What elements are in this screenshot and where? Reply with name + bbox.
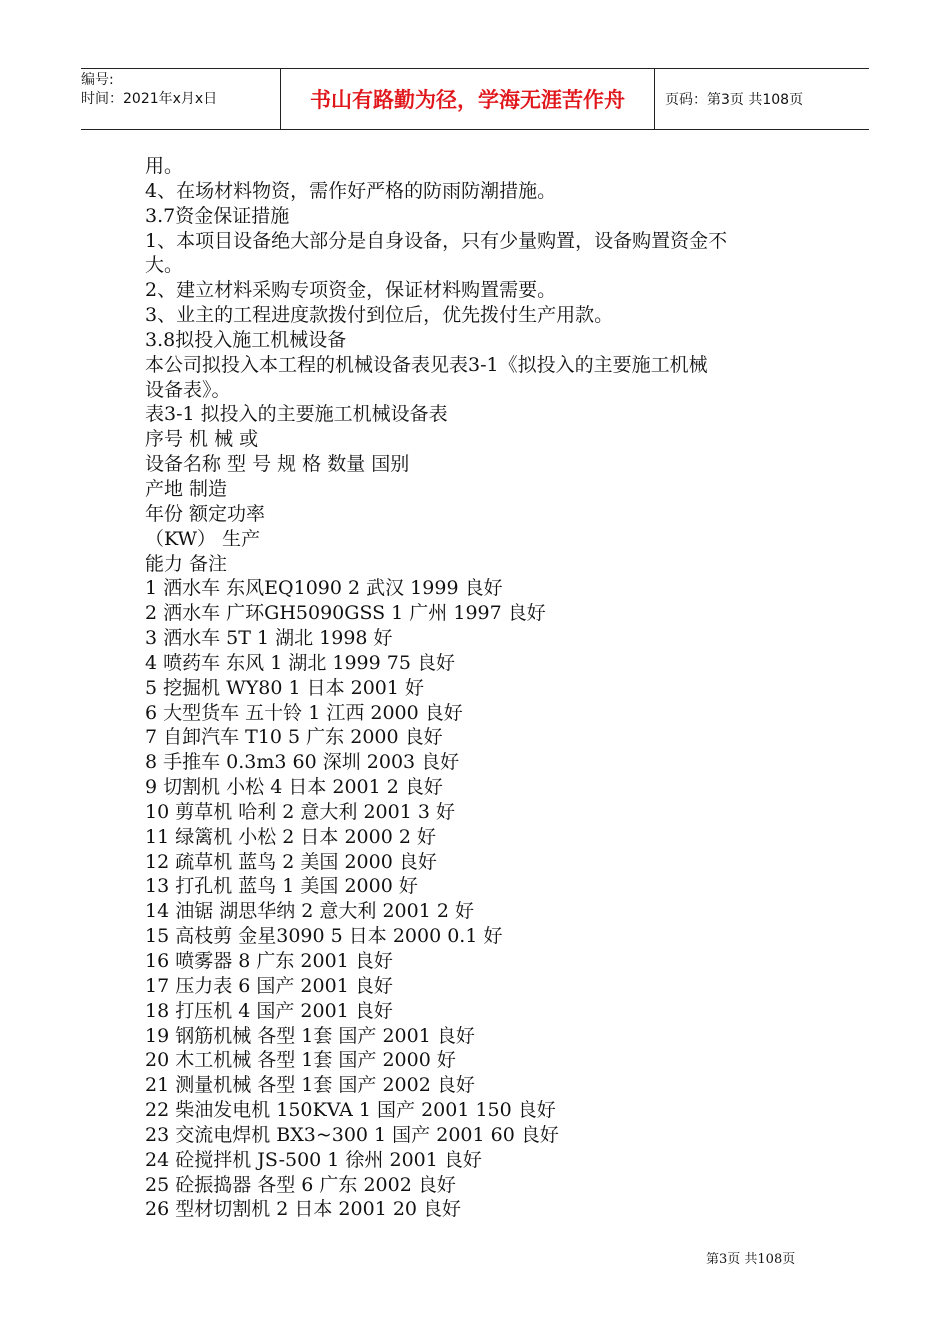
text-line: 8 手推车 0.3m3 60 深圳 2003 良好 (145, 751, 460, 774)
header-page-info: 页码：第3页 共108页 (665, 92, 804, 108)
text-line: 22 柴油发电机 150KVA 1 国产 2001 150 良好 (145, 1099, 556, 1122)
text-line: 19 钢筋机械 各型 1套 国产 2001 良好 (145, 1024, 475, 1047)
text-line: 3 洒水车 5T 1 湖北 1998 好 (145, 627, 393, 650)
text-line: 20 木工机械 各型 1套 国产 2000 好 (145, 1049, 456, 1072)
text-line: 序号 机 械 或 (145, 428, 259, 451)
text-line: 用。 (145, 155, 184, 177)
text-line: 25 砼振捣器 各型 6 广东 2002 良好 (145, 1173, 456, 1196)
text-line: 7 自卸汽车 T10 5 广东 2000 良好 (145, 726, 443, 749)
text-line: 年份 额定功率 (145, 502, 266, 525)
number-label: 编号: (81, 72, 114, 88)
text-line: 大。 (145, 254, 184, 277)
text-line: 能力 备注 (145, 552, 228, 575)
text-line: 2、建立材料采购专项资金，保证材料购置需要。 (145, 279, 557, 302)
text-line: 23 交流电焊机 BX3~300 1 国产 2001 60 良好 (145, 1123, 559, 1146)
text-line: 4、在场材料物资，需作好严格的防雨防潮措施。 (145, 179, 557, 202)
text-line: 16 喷雾器 8 广东 2001 良好 (145, 950, 393, 972)
header-motto: 书山有路勤为径，学海无涯苦作舟 (281, 69, 655, 129)
document-body (145, 154, 810, 1222)
page-footer: 第3页 共108页 (706, 1252, 796, 1267)
text-line: 9 切割机 小松 4 日本 2001 2 良好 (145, 776, 443, 799)
page-header (81, 68, 869, 130)
text-line: 21 测量机械 各型 1套 国产 2002 良好 (145, 1074, 475, 1097)
text-line: 1 洒水车 东风EQ1090 2 武汉 1999 良好 (145, 577, 503, 600)
header-meta (81, 69, 281, 129)
text-line: 14 油锯 湖思华纳 2 意大利 2001 2 好 (145, 900, 474, 923)
text-line: 1、本项目设备绝大部分是自身设备，只有少量购置，设备购置资金不 (145, 229, 728, 252)
time-label: 时间：2021年x月x日 (81, 91, 218, 107)
text-line: 18 打压机 4 国产 2001 良好 (145, 999, 393, 1022)
text-line: 26 型材切割机 2 日本 2001 20 良好 (145, 1198, 462, 1221)
text-line: 2 洒水车 广环GH5090GSS 1 广州 1997 良好 (145, 602, 546, 625)
text-line: 产地 制造 (145, 477, 228, 500)
text-line: 3、业主的工程进度款拨付到位后，优先拨付生产用款。 (145, 304, 614, 327)
text-line: 设备名称 型 号 规 格 数量 国别 (145, 453, 410, 476)
text-line: 15 高枝剪 金星3090 5 日本 2000 0.1 好 (145, 925, 503, 948)
text-line: 4 喷药车 东风 1 湖北 1999 75 良好 (145, 651, 455, 674)
text-line: 6 大型货车 五十铃 1 江西 2000 良好 (145, 701, 463, 724)
text-line: 5 挖掘机 WY80 1 日本 2001 好 (145, 676, 425, 699)
text-line: 24 砼搅拌机 JS-500 1 徐州 2001 良好 (145, 1148, 482, 1171)
text-line: 13 打孔机 蓝鸟 1 美国 2000 好 (145, 875, 418, 898)
text-line: 10 剪草机 哈利 2 意大利 2001 3 好 (145, 800, 455, 823)
text-line: 3.8拟投入施工机械设备 (145, 328, 347, 351)
text-line: 11 绿篱机 小松 2 日本 2000 2 好 (145, 825, 436, 848)
text-line: 表3-1 拟投入的主要施工机械设备表 (145, 403, 448, 426)
text-line: 3.7资金保证措施 (145, 204, 290, 227)
text-line: 17 压力表 6 国产 2001 良好 (145, 974, 393, 997)
text-line: （KW） 生产 (145, 527, 261, 550)
text-line: 本公司拟投入本工程的机械设备表见表3-1《拟投入的主要施工机械 (145, 353, 708, 376)
text-line: 设备表》。 (145, 378, 231, 401)
text-line: 12 疏草机 蓝鸟 2 美国 2000 良好 (145, 850, 437, 873)
